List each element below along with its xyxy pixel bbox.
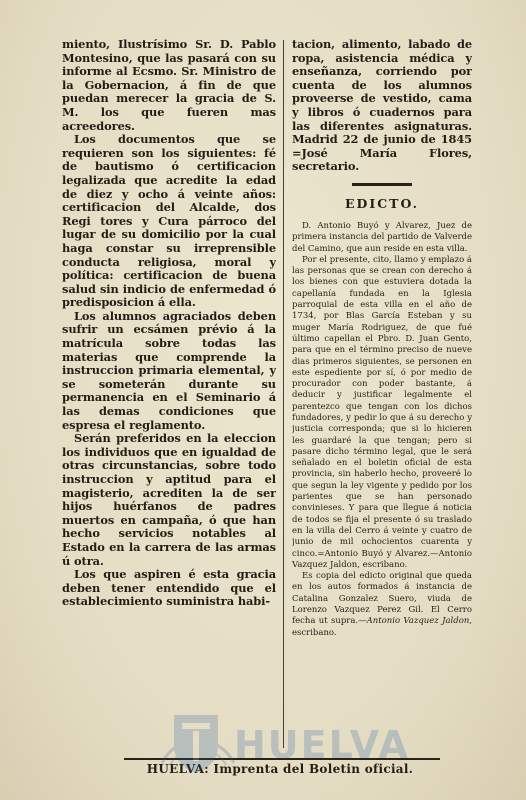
section-divider xyxy=(352,183,412,186)
right-column xyxy=(292,38,472,752)
column-divider xyxy=(283,40,284,748)
right-continuation-paragraph: tacion, alimento, labado de ropa, asistencia médica y enseñanza, corriendo por cuenta de los alumnos proveerse de vestido, cama y libros ó cuadernos para las diferentes asignaturas. Madrid 22 de junio de 1845 =José María Flores, secretario. xyxy=(292,38,472,174)
left-paragraph-4: Serán preferidos en la eleccion los individuos que en igualdad de otras circunstancias, sobre todo instruccion y aptitud para el magisterio, acrediten la de ser hijos huérfanos de padres muertos en campaña, ó que han hecho servicios notables al Estado en la carrera de las armas ú otra. xyxy=(62,431,276,568)
left-column xyxy=(62,38,276,752)
left-paragraph-3: Los alumnos agraciados deben sufrir un ecsámen prévio á la matrícula sobre todas las materias que comprende la instruccion primaria elemental, y se someterán durante su permanencia en el Seminario á las demas condiciones que espresa el reglamento. xyxy=(62,308,276,432)
copy-text: Es copia del edicto original que queda en los autos formados á instancia de Catalina Gonzalez Suero, viuda de Lorenzo Vazquez Perez Gil. El Cerro fecha ut supra.— xyxy=(292,571,472,627)
watermark-text: HUELVA xyxy=(234,723,410,767)
edicto-paragraph-1: D. Antonio Buyó y Alvarez, Juez de primera instancia del partido de Valverde del Camino, que aun reside en esta villa. xyxy=(292,220,472,254)
copy-signature: Antonio Vazquez Jaldon, xyxy=(366,616,472,627)
copy-role: escribano. xyxy=(292,627,337,638)
edicto-title: EDICTO. xyxy=(345,195,419,211)
copy-paragraph xyxy=(292,571,472,639)
left-paragraph-5: Los que aspiren é esta gracia deben tener entendido que el establecimiento suministra habi- xyxy=(62,567,276,609)
footer-imprint: HUELVA: Imprenta del Boletin oficial. xyxy=(146,762,414,776)
left-paragraph-1: miento, Ilustrísimo Sr. D. Pablo Montesino, que las pasará con su informe al Ecsmo. Sr. Ministro de la Gobernacion, á fin de que puedan merecer la gracia de S. M. los que fueren mas acreedores. xyxy=(62,38,276,133)
library-watermark xyxy=(150,705,450,780)
coat-of-arms-icon xyxy=(170,709,222,775)
edicto-paragraph-2: Por el presente, cito, llamo y emplazo á las personas que se crean con derecho á los bienes con que estuviera dotada la capellanía fundada en la Iglesia parroquial de esta villa en el año de 1734, por Blas García Esteban y su muger María Rodriguez, de que fué último capellan el Pbro. D. Juan Gento, para que en el término preciso de nueve dias primeros siguientes, se personen en este espediente por sí, ó por medio de procurador con poder bastante, á deducir y justificar legalmente el parentezco que tengan con los dichos fundadores, y pedir lo que á su derecho y justicia corresponda; que si lo hicieren les guardaré la que tengan; pero si pasare dicho término legal, que le será señalado en el boletin oficial de esta provincia, sin haberlo hecho, proveeré lo que segun la ley vigente y pedido por los parientes que se han personado convinieses. Y para que llegue á noticia de todos se fija el presente ó su traslado en la villa del Cerro á veinte y cuatro de junio de mil ochocientos cuarenta y cinco.=Antonio Buyó y Alvarez.—Antonio Vazquez Jaldon, escribano. xyxy=(292,254,472,570)
left-paragraph-2: Los documentos que se requieren son los siguientes: fé de bautismo ó certificacion legalizada que acredite la edad de diez y ocho á veinte años: certificacion del Alcalde, dos Regi tores y Cura párroco del lugar de su domicilio por la cual haga constar su irreprensible conducta religiosa, moral y política: certificacion de buena salud sin indicio de enfermedad ó predisposicion á ella. xyxy=(62,132,276,310)
